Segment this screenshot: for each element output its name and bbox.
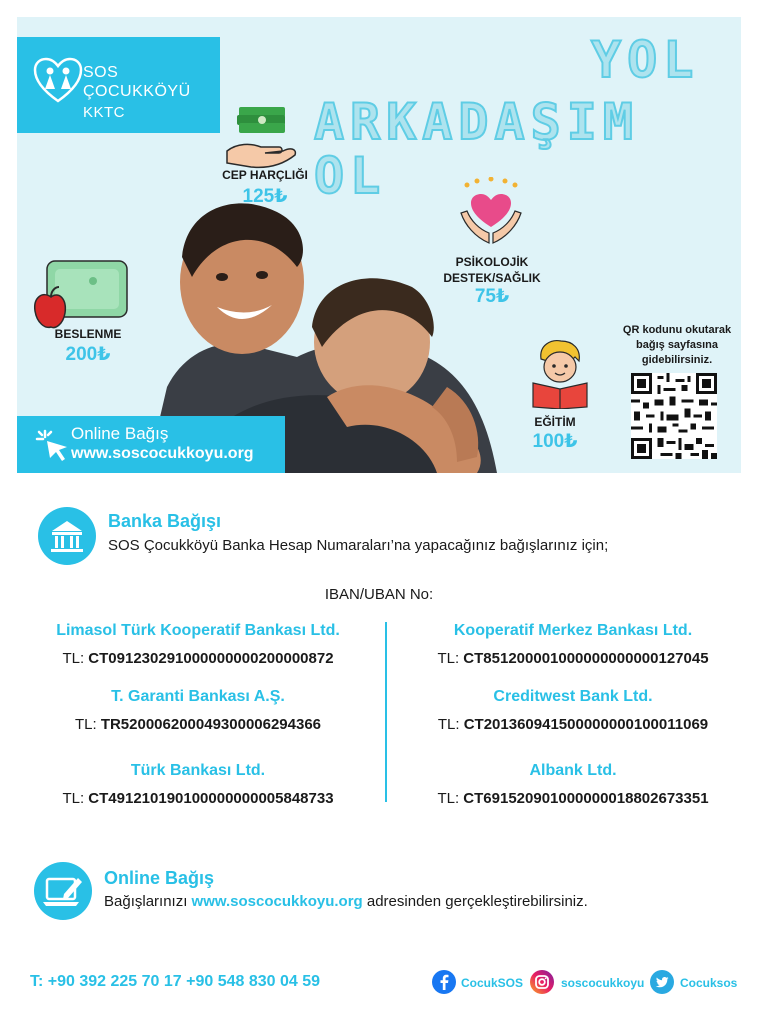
instagram-handle[interactable]: soscocukkoyu — [561, 976, 645, 990]
headline-line2: ARKADAŞIM OL — [314, 93, 639, 205]
psikolojik-label-line1: PSİKOLOJİK — [455, 255, 529, 269]
headline-line1: YOL — [591, 31, 700, 89]
online-icon-badge — [34, 862, 92, 920]
logo-panel — [17, 37, 220, 133]
qr-instruction-line2: bağış sayfasına — [636, 339, 718, 351]
online-donation-title: Online Bağış — [71, 424, 169, 443]
bank-iban: TL: CT091230291000000000200000872 — [62, 650, 334, 667]
bank-icon-badge — [38, 507, 96, 565]
online-donation-section-title: Online Bağış — [104, 868, 215, 888]
beslenme-label: BESLENME — [54, 327, 122, 341]
bank-name: Kooperatif Merkez Bankası Ltd. — [453, 622, 693, 639]
bank-name: Albank Ltd. — [529, 762, 617, 779]
child-reading-icon — [531, 337, 589, 409]
logo-text-kktc: KKTC — [83, 104, 126, 121]
bank-iban: TL: CT851200001000000000000127045 — [437, 650, 709, 667]
hero-banner — [17, 17, 741, 473]
iban-label: IBAN/UBAN No: — [324, 586, 434, 603]
online-donation-link[interactable]: www.soscocukkoyu.org — [191, 893, 363, 910]
facebook-icon[interactable] — [432, 970, 456, 994]
qr-code-icon[interactable] — [631, 373, 717, 459]
twitter-handle[interactable]: Cocuksos — [680, 976, 738, 990]
twitter-icon[interactable] — [650, 970, 674, 994]
qr-instruction-line1: QR kodunu okutarak — [622, 324, 732, 336]
heart-hands-icon — [457, 177, 525, 249]
beslenme-price: 200₺ — [65, 344, 111, 365]
bank-iban: TL: CT691520901000000018802673351 — [437, 790, 709, 807]
cursor-click-icon — [35, 427, 71, 463]
logo-text-cocukkoyu: ÇOCUKKÖYÜ — [83, 83, 191, 100]
instagram-icon[interactable] — [530, 970, 554, 994]
bank-iban: TL: CT201360941500000000100011069 — [437, 716, 709, 733]
lunchbox-apple-icon — [31, 257, 131, 333]
bank-building-icon — [38, 507, 96, 565]
bank-name: Türk Bankası Ltd. — [130, 762, 266, 779]
egitim-price: 100₺ — [532, 431, 578, 452]
facebook-handle[interactable]: CocukSOS — [461, 976, 524, 990]
bank-name: Creditwest Bank Ltd. — [493, 688, 653, 705]
psikolojik-price: 75₺ — [474, 286, 510, 307]
laptop-pen-icon — [34, 862, 92, 920]
bank-name: Limasol Türk Kooperatif Bankası Ltd. — [56, 622, 340, 639]
cep-harcligi-price: 125₺ — [242, 186, 288, 207]
qr-instruction-line3: gidebilirsiniz. — [641, 354, 713, 366]
money-hand-icon — [221, 103, 301, 175]
psikolojik-label-line2: DESTEK/SAĞLIK — [443, 271, 541, 285]
bank-iban: TL: CT491210190100000000005848733 — [62, 790, 334, 807]
sos-logo-icon — [33, 57, 83, 103]
bank-name: T. Garanti Bankası A.Ş. — [111, 688, 285, 705]
bank-iban: TL: TR520006200049300006294366 — [74, 716, 322, 733]
cep-harcligi-label: CEP HARÇLIĞI — [222, 168, 308, 182]
egitim-label: EĞİTİM — [534, 415, 576, 429]
logo-text-sos: SOS — [83, 64, 119, 81]
online-donation-section-description: Bağışlarınızı www.soscocukkoyu.org adresinden gerçekleştirebilirsiniz. — [104, 893, 588, 910]
online-donation-url[interactable]: www.soscocukkoyu.org — [71, 445, 254, 462]
bank-donation-title: Banka Bağışı — [108, 511, 222, 531]
bank-donation-description: SOS Çocukköyü Banka Hesap Numaraları’na yapacağınız bağışlarınız için; — [108, 537, 609, 554]
phone-numbers: T: +90 392 225 70 17 +90 548 830 04 59 — [30, 973, 321, 990]
